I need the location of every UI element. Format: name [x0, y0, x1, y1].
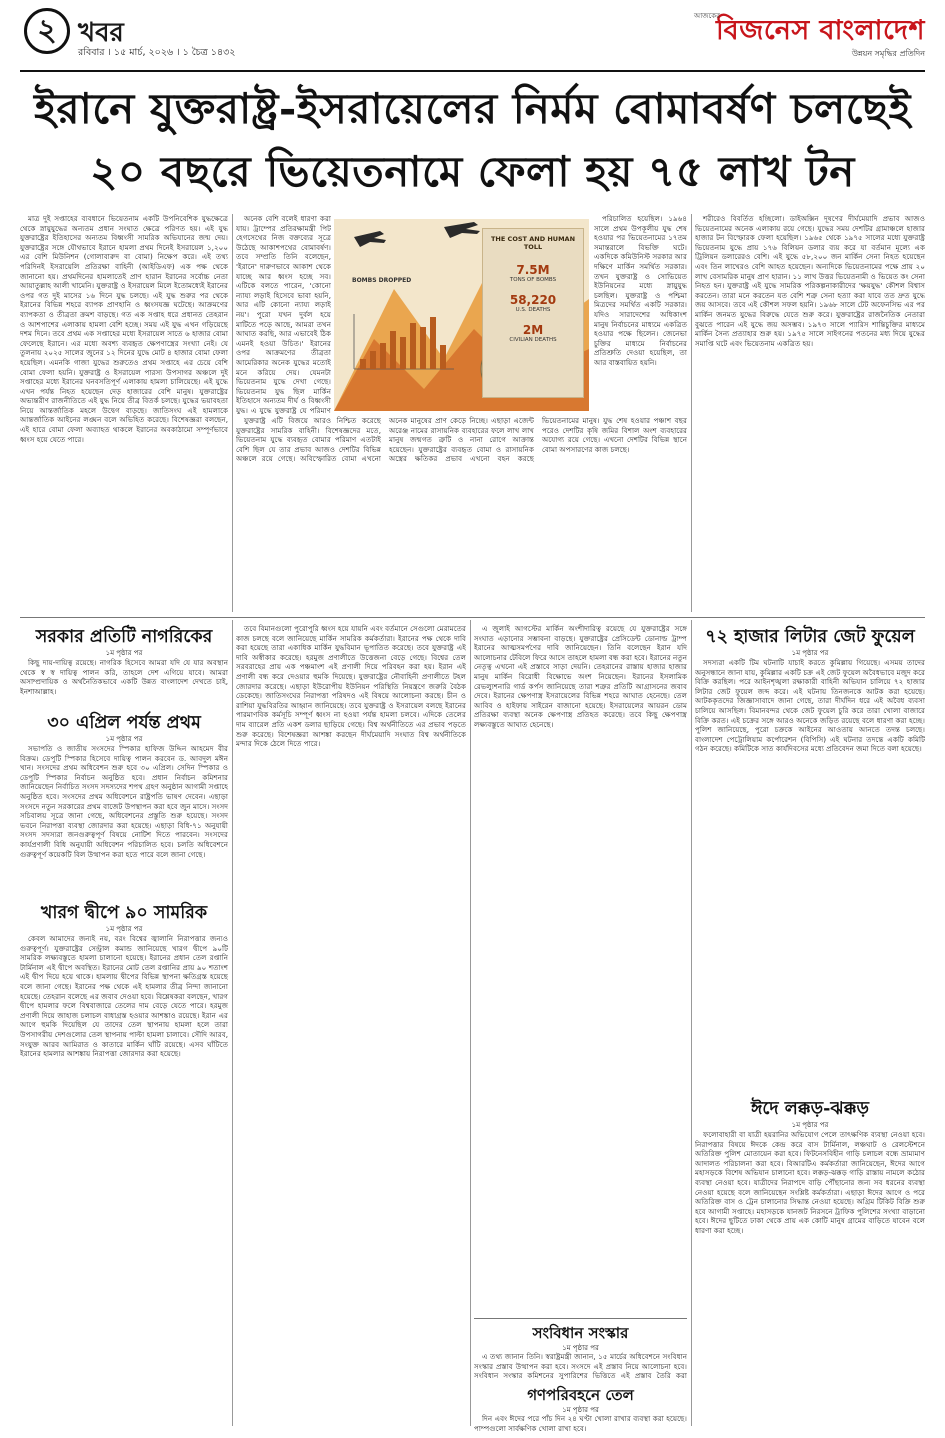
story-text: দিন এবং ঈদের পরে পাঁচ দিন ২৪ ঘণ্টা খোলা রাখার ব্যবস্থা করা হয়েছে। পাম্পগুলো সার্বক্ষণিক খোলা রাখা হবে। [474, 1414, 687, 1433]
stat-bombs-label: TONS OF BOMBS [509, 277, 557, 283]
column-divider [232, 620, 233, 1426]
continuation-note: ১ম পৃষ্ঠার পর [105, 925, 143, 933]
continuation-note: ১ম পৃষ্ঠার পর [562, 1344, 599, 1352]
story-text: এ জুলাই আগস্টের মার্কিন অংশীদারিত্ব রয়েছে যে যুক্তরাষ্ট্রের সঙ্গে সংঘাত এড়ানোর সম্ভাবনা বাড়ছে। যুক্তরাষ্ট্রের প্রেসিডেন্ট ডোনাল্ড ট্রাম্প ইরানের আত্মসমর্পণের দাবি জানিয়েছেন। তিনি বলেছেন ইরান যদি আলোচনার টেবিলে ফিরে আসে তাহলে হামলা বন্ধ করা হবে। ইরানের নতুন নেতৃত্ব এখনো এই প্রস্তাবে সাড়া দেয়নি। তেহরানের রাস্তায় হাজার হাজার মানুষ মার্কিন বিরোধী বিক্ষোভে অংশ নিয়েছেন। ইরানের ইসলামিক রেভল্যুশনারি গার্ড কর্পস জানিয়েছে তারা শত্রুর প্রতিটি আগ্রাসনের জবাব দেবে। ইরানের ক্ষেপণাস্ত্র ইসরায়েলের বিভিন্ন শহরে আঘাত হেনেছে। তেল আবিব ও হাইফায় সাইরেন বাজানো হয়েছে। ইসরায়েলের আয়রন ডোম প্রতিরক্ষা ব্যবস্থা অনেক ক্ষেপণাস্ত্র প্রতিহত করেছে। তবে কিছু ক্ষেপণাস্ত্র লক্ষ্যবস্তুতে আঘাত হেনেছে। [474, 624, 687, 729]
lead-story-text: পরিচালিত হয়েছিল। ১৯৬৪ সালে প্রথম উপকূলীয় যুদ্ধ শেষ হওয়ার পর ভিয়েতনামের ১৭তম সমান্তরালে বিভক্তি ঘটে। একদিকে কমিউনিস্ট সরকার আর দক্ষিণে মার্কিন সমর্থিত সরকার। তখন যুক্তরাষ্ট্র ও সোভিয়েত ইউনিয়নের মধ্যে স্নায়ুযুদ্ধ চলছিল। যুক্তরাষ্ট্র ও পশ্চিমা মিত্রদের সমর্থিত একটি সরকার। যদিও সারাদেশের অধিকাংশ মানুষ নির্বাচনের মাধ্যমে একত্রিত হওয়ার পক্ষে ছিলেন। জেনেভা চুক্তির মাধ্যমে নির্বাচনের প্রতিশ্রুতি দেওয়া হয়েছিল, তা আর বাস্তবায়িত হয়নি। [594, 214, 687, 367]
story-body-oil [474, 1414, 687, 1434]
brand-tagline: উন্নয়ন সমৃদ্ধির প্রতিদিন [851, 49, 925, 58]
masthead-divider [20, 70, 925, 72]
story-body-reform [474, 1352, 687, 1382]
stat-civilian-deaths-value: 2M [522, 323, 544, 337]
story-title-april: ৩০ এপ্রিল পর্যন্ত প্রথম [47, 713, 201, 733]
lead-story-text: মাত্র দুই সপ্তাহের ব্যবধানে ভিয়েতনাম একটি উপনিবেশিক যুদ্ধক্ষেত্রে থেকে স্নায়ুযুদ্ধের অন্যতম প্রধান সংঘাত ক্ষেত্রে পরিণত হয়। এই যুদ্ধ যুক্তরাষ্ট্রের ইতিহাসের অন্যতম বিধ্বংসী সামরিক অভিযানের জন্ম দেয়। যুক্তরাষ্ট্রের সঙ্গে যৌথভাবে ইরানে হামলা প্রথম দিনেই ইসরায়েল ১,২০০ এর বেশি মিউনিশন (গোলাবারুদ বা বোমা) নিক্ষেপ করে। এই তথ্য পরিদিনই ইসরায়েলি প্রতিরক্ষা বাহিনী (আইডিএফ) এক পক্ষ থেকে জানানো হয়। প্রথমদিনের হামলাতেই প্রাণ হারান ইরানের সর্বোচ্চ নেতা আয়াতুল্লাহ আলী খামেনি। যুক্তরাষ্ট্র ও ইসরায়েল মিলে ইতোমধ্যেই ইরানের ওপর গত দুই মাসের ১৬ দিনে যুদ্ধ চলছে। এই যুদ্ধ শুরুর পর থেকে ইরানের বিভিন্ন শহরে ব্যাপক প্রাণহানি ও ধ্বংসযজ্ঞ ঘটেছে। আক্রমণের ব্যাপকতা ও তীব্রতা ক্রমশ বাড়ছে। গত এক সপ্তাহ ধরে প্রধানত তেহরান ও আশপাশের এলাকায় হামলা বেশি হচ্ছে। সময় এই যুদ্ধ এখন গড়িয়েছে দশম দিনে। তবে প্রথম এক সপ্তাহের মধ্যে ইসরায়েল সাতে ৬ হাজার বোমা ফেলেছে ইরানে। এর মধ্যে অবশ্য ব্যবহৃত ক্ষেপণাস্ত্রের সংখ্যা নেই। যে তুলনায় ২০২৫ সালের জুনের ১২ দিনের যুদ্ধে মোট ৪ হাজার বোমা ফেলা হয়েছিল। এমনকি গাজা যুদ্ধের শুরুতেও প্রথম সপ্তাহে এর চেয়ে বেশি বোমা ফেলা হয়নি। যুক্তরাষ্ট্র ও ইসরায়েল পারস্য উপসাগর অঞ্চলে দুই সপ্তাহের মধ্যে ইরানের ঘনবসতিপূর্ণ এলাকায় হামলা চালিয়েছে। এই যুদ্ধে এখন পর্যন্ত নিহত হয়েছেন দেড় হাজারের বেশি মানুষ। যুক্তরাষ্ট্রের অভ্যন্তরীণ রাজনীতিতে এই যুদ্ধ নিয়ে তীব্র বিতর্ক চলছে। যুদ্ধের ভয়াবহতা নিয়ে আন্তর্জাতিক মহলে উদ্বেগ বাড়ছে। জাতিসংঘ এই হামলাকে আন্তর্জাতিক আইনের লঙ্ঘন বলে অভিহিত করেছে। বিশেষজ্ঞরা বলছেন, এই হারে বোমা ফেলা অব্যাহত থাকলে ইরানের অবকাঠামো সম্পূর্ণভাবে ধ্বংস হয়ে যেতে পারে। [20, 214, 228, 444]
continuation-note: ১ম পৃষ্ঠার পর [562, 1406, 599, 1414]
story-title-oil: গণপরিবহনে তেল [527, 1386, 634, 1404]
continuation-note: ১ম পৃষ্ঠার পর [105, 735, 143, 743]
column-divider [232, 214, 233, 612]
continuation-note: ১ম পৃষ্ঠার পর [791, 1121, 829, 1129]
story-title-reform: সংবিধান সংস্কার [532, 1324, 629, 1342]
section-name: খবর [78, 18, 124, 48]
story-text: এ তথ্য জানান তিনি। স্বরাষ্ট্রমন্ত্রী জানান, ১৫ মার্চের অধিবেশনে সংবিধান সংস্কার প্রস্তাব উত্থাপন করা হবে। সংসদে এই প্রস্তাব নিয়ে আলোচনা হবে। সংবিধান সংস্কার কমিশনের সুপারিশের ভিত্তিতে এই প্রস্তাব তৈরি করা [474, 1352, 687, 1381]
story-text: কিছু দায়-দায়িত্ব রয়েছে। নাগরিক হিসেবে আমরা যদি যে যার অবস্থান থেকে স্ব স্ব দায়িত্ব পালন করি, তাহলে দেশ এগিয়ে যাবে। আমরা অসাম্প্রদায়িক ও অর্থনৈতিকভাবে একটি উন্নত বাংলাদেশ দেখতে চাই, ইনশাআল্লাহ। [20, 658, 228, 696]
story-body-jet-fuel [695, 658, 925, 1092]
lead-story-text: অনেক বেশি বলেই ধারণা করা যায়। ট্রাম্পের প্রতিরক্ষামন্ত্রী পিট হেগসেথের নিজ বক্তব্যের সূত্রে উঠেছে আকাশপথের বোমাবর্ষণ। তবে সম্প্রতি তিনি বলেছেন, 'ইরানে' দারুণভাবে আকাশ থেকে যাচ্ছে আর ধ্বংস হচ্ছে সব। এটিকে বলতে পারেন, 'কোনো ন্যায্য লড়াই হিসেবে ভাবা হয়নি, আর এটি কোনো ন্যায্য লড়াই নয়'। পুরো যখন দুর্বল হয়ে মাটিতে পড়ে আছে, আমরা তখন আঘাত করছি, আর এভাবেই ঠিক এমনই হওয়া উচিত।' ইরানের ওপর আক্রমণের তীব্রতা আমেরিকার অনেক যুদ্ধের মতোই মনে করিয়ে দেয়। যেমনটা ভিয়েতনাম যুদ্ধে দেখা গেছে। ভিয়েতনাম যুদ্ধ ছিল মার্কিন ইতিহাসে অন্যতম দীর্ঘ ও বিধ্বংসী যুদ্ধ। এ যুদ্ধে যুক্তরাষ্ট্র যে পরিমাণ [236, 214, 331, 414]
brand-name: বিজনেস বাংলাদেশ [715, 15, 925, 46]
continuation-note: ১ম পৃষ্ঠার পর [791, 649, 829, 657]
continuation-note: ১ম পৃষ্ঠার পর [105, 649, 143, 657]
story-text: ফলোবাহারী বা যাত্রী হয়রানির অভিযোগ পেলে তাৎক্ষণিক ব্যবস্থা নেওয়া হবে। নিরাপত্তার বিষয়ে ঈদকে কেন্দ্র করে বাস টার্মিনাল, লঞ্চঘাট ও রেলস্টেশনে অতিরিক্ত পুলিশ মোতায়েন করা হবে। ফিটনেসবিহীন গাড়ি চলাচল বন্ধে ভ্রাম্যমাণ আদালত পরিচালনা করা হবে। বিআরটিএ কর্মকর্তারা জানিয়েছেন, ঈদের আগে মহাসড়কে বিশেষ অভিযান চালানো হবে। লক্কড়-ঝক্কড় গাড়ি রাস্তায় নামলে কঠোর ব্যবস্থা নেওয়া হবে। যাত্রীদের নিরাপদে বাড়ি পৌঁছানোর জন্য সব ধরনের ব্যবস্থা নেওয়া হয়েছে বলে জানিয়েছেন সংশ্লিষ্ট কর্মকর্তারা। এছাড়া ঈদের আগে ও পরে অতিরিক্ত বাস ও ট্রেন চালানোর সিদ্ধান্ত নেওয়া হয়েছে। অগ্রিম টিকিট বিক্রি শুরু হবে আগামী সপ্তাহে। মহাসড়কে যানজট নিরসনে ট্রাফিক পুলিশের সংখ্যা বাড়ানো হবে। ঈদের ছুটিতে ঢাকা থেকে প্রায় এক কোটি মানুষ গ্রামের বাড়িতে যাবেন বলে ধারণা করা হচ্ছে। [695, 1130, 925, 1235]
story-body-right [474, 624, 687, 1314]
story-body-eid [695, 1130, 925, 1426]
brand-prefix: আজকের [694, 12, 720, 20]
column-divider [691, 214, 692, 612]
masthead [20, 8, 925, 66]
story-body-april [20, 744, 228, 896]
story-text: সদস্যরা একটি টিম ঘটনাটি যাচাই করতে কুমিল্লায় গিয়েছে। এসময় তাদের অনুসন্ধানে জানা যায়, কুমিল্লার একটি চক্র এই জেট ফুয়েল অবৈধভাবে মজুদ করে বিক্রি করছিল। পরে আইনশৃঙ্খলা রক্ষাকারী বাহিনী অভিযান চালিয়ে ৭২ হাজার লিটার জেট ফুয়েল জব্দ করে। এই ঘটনায় তিনজনকে আটক করা হয়েছে। আটককৃতদের জিজ্ঞাসাবাদে জানা গেছে, তারা দীর্ঘদিন ধরে এই অবৈধ ব্যবসা চালিয়ে আসছিল। বিমানবন্দর থেকে জেট ফুয়েল চুরি করে তারা খোলা বাজারে বিক্রি করত। এই চক্রের সঙ্গে আরও অনেকে জড়িত রয়েছে বলে ধারণা করা হচ্ছে। পুলিশ জানিয়েছে, পুরো চক্রকে আইনের আওতায় আনতে তদন্ত চলছে। বাংলাদেশ পেট্রোলিয়াম কর্পোরেশন (বিপিসি) এই ঘটনার তদন্তে একটি কমিটি গঠন করেছে। কমিটিকে সাত কার্যদিবসের মধ্যে প্রতিবেদন জমা দিতে বলা হয়েছে। [695, 658, 925, 754]
column-divider [470, 620, 471, 1426]
column-divider [691, 620, 692, 1426]
main-headline: ইরানে যুক্তরাষ্ট্র-ইসরায়েলের নির্মম বোমাবর্ষণ চলছেই [34, 84, 911, 133]
section-divider [474, 1318, 687, 1319]
sub-headline: ২০ বছরে ভিয়েতনামে ফেলা হয় ৭৫ লাখ টন [90, 147, 855, 196]
lead-story-column-5 [695, 214, 925, 612]
lead-story-column-2 [236, 214, 331, 414]
lead-story-text: শরীরেও বিবর্তিত হচ্ছিলো। ডাইঅক্সিন দূষণের দীর্ঘমেয়াদি প্রভাব আজও ভিয়েতনামের অনেক এলাকায় রয়ে গেছে। যুদ্ধের সময় দেশটির গ্রামাঞ্চলে হাজার হাজার টন বিস্ফোরক ফেলা হয়েছিল। ১৯৬৫ থেকে ১৯৭৫ সালের মধ্যে যুক্তরাষ্ট্র ভিয়েতনাম যুদ্ধে প্রায় ১৭৬ বিলিয়ন ডলার ব্যয় করে যা বর্তমান মূল্যে এক ট্রিলিয়ন ডলারেরও বেশি। এই যুদ্ধে ৫৮,২০০ জন মার্কিন সেনা নিহত হয়েছেন এবং তিন লাখেরও বেশি আহত হয়েছেন। অন্যদিকে ভিয়েতনামের পক্ষে প্রায় ২০ লাখ বেসামরিক মানুষ প্রাণ হারান। ১১ লাখ উত্তর ভিয়েতনামী ও ভিয়েত কং সেনা নিহত হন। যুক্তরাষ্ট্র এই যুদ্ধে সামরিক পরিকল্পনাকারীদের 'ক্ষয়যুদ্ধ' কৌশল বিশ্বাস করতেন। তারা মনে করতেন যত বেশি শত্রু সেনা হত্যা করা যাবে তত দ্রুত যুদ্ধে জয় আসবে। তবে এই কৌশল সফল হয়নি। ১৯৬৮ সালে টেট অফেনসিভ এর পর মার্কিন জনমত যুদ্ধের বিরুদ্ধে যেতে শুরু করে। যুক্তরাষ্ট্রের রাজনৈতিক নেতারা বুঝতে পারেন এই যুদ্ধে জয় অসম্ভব। ১৯৭৩ সালে প্যারিস শান্তিচুক্তির মাধ্যমে মার্কিন সৈন্য প্রত্যাহার শুরু হয়। ১৯৭৫ সালে সাইগনের পতনের মধ্য দিয়ে যুদ্ধের সমাপ্তি ঘটে এবং ভিয়েতনাম একত্রিত হয়। [695, 214, 925, 348]
story-title-kharg: খারগ দ্বীপে ৯০ সামরিক [40, 903, 208, 923]
story-text: কেবল আমাদের জন্যই নয়, বরং বিশ্বের জ্বালানি নিরাপত্তার জন্যও গুরুত্বপূর্ণ। যুক্তরাষ্ট্রের সেন্ট্রাল কমান্ড জানিয়েছে খারগ দ্বীপে ৯০টি সামরিক লক্ষ্যবস্তুতে হামলা চালানো হয়েছে। ইরানের প্রধান তেল রপ্তানি টার্মিনাল এই দ্বীপে অবস্থিত। ইরানের মোট তেল রপ্তানির প্রায় ৯০ শতাংশ এই দ্বীপ দিয়ে হয়ে থাকে। হামলায় দ্বীপের বিভিন্ন স্থাপনা ক্ষতিগ্রস্ত হয়েছে বলে জানা গেছে। ইরানের পক্ষ থেকে এই হামলার তীব্র নিন্দা জানানো হয়েছে। তেহরান বলেছে এর জবাব দেওয়া হবে। বিশ্লেষকরা বলছেন, খারগ দ্বীপে হামলার ফলে বিশ্ববাজারে তেলের দাম বেড়ে যেতে পারে। হরমুজ প্রণালী দিয়ে জাহাজ চলাচল বাধাগ্রস্ত হওয়ার আশঙ্কাও রয়েছে। ইরান এর আগে হুমকি দিয়েছিল যে তাদের তেল স্থাপনায় হামলা হলে তারা উপসাগরীয় দেশগুলোর তেল স্থাপনায় পাল্টা হামলা চালাবে। সৌদি আরব, সংযুক্ত আরব আমিরাত ও কাতারে মার্কিন ঘাঁটি রয়েছে। এসব ঘাঁটিতে ইরানের হামলার আশঙ্কায় নিরাপত্তা জোরদার করা হয়েছে। [20, 934, 228, 1059]
chart-label: BOMBS DROPPED [352, 277, 412, 284]
lead-story-column-4 [594, 214, 687, 414]
story-body-middle [236, 624, 466, 1426]
brand-logo [694, 8, 925, 61]
infographic-stat-panel [482, 228, 584, 398]
stat-us-deaths-value: 58,220 [509, 293, 557, 307]
date-line: রবিবার । ১৫ মার্চ, ২০২৬ । ১ চৈত্র ১৪৩২ [78, 47, 236, 58]
story-body-citizen [20, 658, 228, 706]
section-divider [20, 617, 925, 618]
story-body-kharg [20, 934, 228, 1426]
story-text: তবে বিমানগুলো পুরোপুরি ধ্বংস হয়ে যায়নি এবং বর্তমানে সেগুলো মেরামতের কাজ চলছে বলে জানিয়েছে মার্কিন সামরিক কর্মকর্তারা। ইরানের পক্ষ থেকে দাবি করা হয়েছে তারা একাধিক মার্কিন যুদ্ধবিমান ভূপাতিত করেছে। তবে যুক্তরাষ্ট্র এই দাবি অস্বীকার করেছে। হরমুজ প্রণালীতে উত্তেজনা বেড়ে গেছে। বিশ্বের তেল সরবরাহের প্রায় এক পঞ্চমাংশ এই প্রণালী দিয়ে পরিবহন করা হয়। ইরান এই প্রণালী বন্ধ করে দেওয়ার হুমকি দিয়েছে। যুক্তরাষ্ট্রের নৌবাহিনী প্রণালীতে টহল জোরদার করেছে। এছাড়া ইউরোপীয় ইউনিয়ন পরিস্থিতি নিয়ন্ত্রণে জরুরি বৈঠক ডেকেছে। জাতিসংঘের নিরাপত্তা পরিষদও এই বিষয়ে আলোচনা করছে। চীন ও রাশিয়া যুদ্ধবিরতির আহ্বান জানিয়েছে। তবে যুক্তরাষ্ট্র ও ইসরায়েল বলছে ইরানের পারমাণবিক কর্মসূচি সম্পূর্ণ ধ্বংস না হওয়া পর্যন্ত হামলা চলবে। এদিকে তেলের দাম ব্যারেল প্রতি একশ ডলার ছাড়িয়ে গেছে। বিশ্ব অর্থনীতিতে এর প্রভাব পড়তে শুরু করেছে। বিশেষজ্ঞরা আশঙ্কা করছেন দীর্ঘমেয়াদি সংঘাত বিশ্ব অর্থনীতিকে মন্দার দিকে ঠেলে দিতে পারে। [236, 624, 466, 749]
story-title-citizen: সরকার প্রতিটি নাগরিকের [35, 627, 213, 647]
stat-bombs-value: 7.5M [516, 263, 550, 277]
lead-story-column-1 [20, 214, 228, 612]
stat-us-deaths-label: U.S. DEATHS [515, 307, 551, 313]
story-title-eid: ঈদে লক্কড়-ঝক্কড় [750, 1099, 870, 1119]
lead-story-lower-columns [236, 416, 687, 612]
infographic-title: THE COST AND HUMAN TOLL [490, 235, 576, 251]
story-title-jet-fuel: ৭২ হাজার লিটার জেট ফুয়েল [705, 627, 915, 647]
page-number: ২ [24, 8, 70, 54]
story-text: সভাপতি ও জাতীয় সংসদের স্পিকার হাফিজ উদ্দিন আহমেদ বীর বিক্রম। ডেপুটি স্পিকার হিসেবে দায়িত্ব পালন করবেন ড. আবদুল মঈন খান। সংসদের প্রথম অধিবেশন শুরু হবে ৩০ এপ্রিল। সেদিন স্পিকার ও ডেপুটি স্পিকার নির্বাচন অনুষ্ঠিত হবে। প্রধান নির্বাচন কমিশনার জানিয়েছেন নির্বাচিত সংসদ সদস্যদের শপথ গ্রহণ অনুষ্ঠান আগামী সপ্তাহে অনুষ্ঠিত হবে। সংসদের প্রথম অধিবেশনে রাষ্ট্রপতি ভাষণ দেবেন। এছাড়া সংসদে নতুন সরকারের প্রথম বাজেট উপস্থাপন করা হবে জুন মাসে। সংসদ সচিবালয় সূত্রে জানা গেছে, অধিবেশনের প্রস্তুতি শুরু হয়েছে। সংসদ ভবনে নিরাপত্তা ব্যবস্থা জোরদার করা হয়েছে। এছাড়া বিধি-৭১ অনুযায়ী সংসদ সদস্যরা জনগুরুত্বপূর্ণ বিষয়ে নোটিশ দিতে পারবেন। সংসদের কার্যপ্রণালী বিধি অনুযায়ী অধিবেশন পরিচালিত হবে। চলতি অধিবেশনে গুরুত্বপূর্ণ কয়েকটি বিল উত্থাপন করা হতে পারে বলে জানা গেছে। [20, 744, 228, 859]
lead-story-text: যুক্তরাষ্ট্র এটি বিজয়ে আরও নিশ্চিত করেছে যুক্তরাষ্ট্রের সামরিক বাহিনী। বিশেষজ্ঞদের মতে, ভিয়েতনাম যুদ্ধে ব্যবহৃত বোমার পরিমাণ এতটাই বেশি ছিল যে তার প্রভাব আজও দেশটির বিভিন্ন অঞ্চলে রয়ে গেছে। অবিস্ফোরিত বোমা এখনো অনেক মানুষের প্রাণ কেড়ে নিচ্ছে। এছাড়া এজেন্ট অরেঞ্জ নামের রাসায়নিক ব্যবহারের ফলে লাখ লাখ মানুষ জন্মগত ত্রুটি ও নানা রোগে আক্রান্ত হয়েছেন। যুক্তরাষ্ট্রের ব্যবহৃত বোমা ও রাসায়নিক অস্ত্রের ক্ষতিকর প্রভাব এখনো বহন করছে ভিয়েতনামের মানুষ। যুদ্ধ শেষ হওয়ার পঞ্চাশ বছর পরেও দেশটির কৃষি জমির বিশাল অংশ ব্যবহারের অযোগ্য রয়ে গেছে। এখনো দেশটির বিভিন্ন স্থানে বোমা অপসারণের কাজ চলছে। [236, 416, 687, 464]
stat-civilian-deaths-label: CIVILIAN DEATHS [509, 337, 557, 343]
